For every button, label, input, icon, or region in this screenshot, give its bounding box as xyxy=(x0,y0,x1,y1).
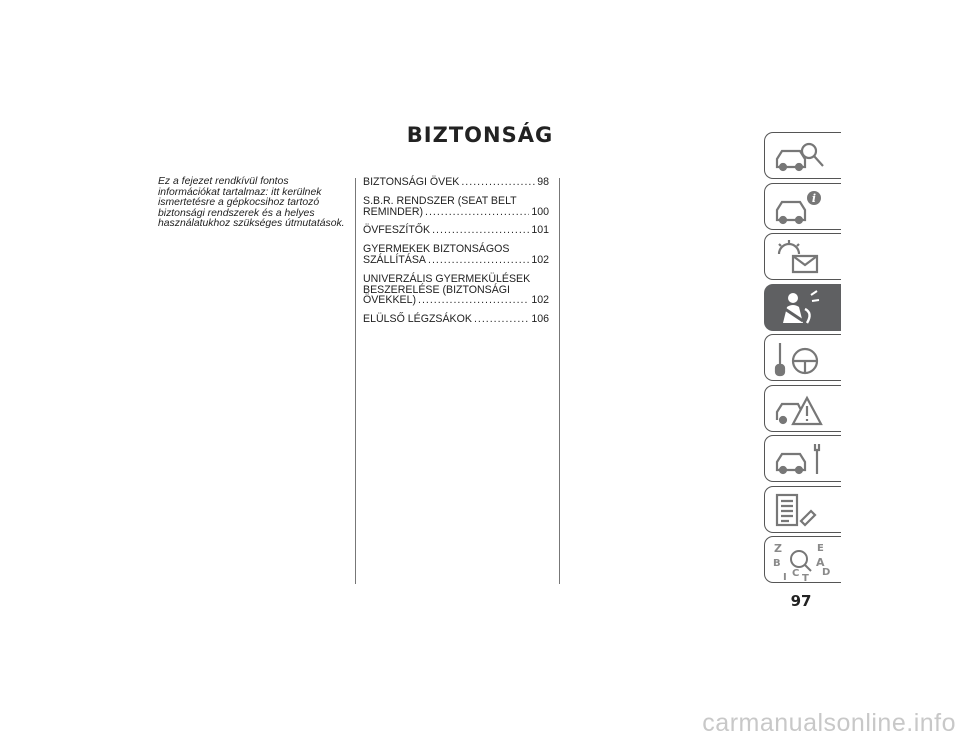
safety-airbag-icon xyxy=(771,289,841,329)
toc-item-label-line: UNIVERZÁLIS GYERMEKÜLÉSEK xyxy=(363,272,531,285)
toc-item-label: BIZTONSÁGI ÖVEK xyxy=(363,176,460,188)
toc-item-pretensioners[interactable] xyxy=(363,225,549,236)
warning-light-message-icon xyxy=(771,238,841,278)
toc-item-label-line: BESZERELÉSE (BIZTONSÁGI xyxy=(363,283,510,296)
index-letter-a: A xyxy=(816,556,825,569)
chapter-intro-text: Ez a fejezet rendkívül fontos információkat tartalmaz: itt kerülnek ismertetésre a gépkocsihoz tartozó biztonsági rendszerek és a helyes használatukhoz szükséges útmutatások. xyxy=(158,176,345,230)
index-alphabet-icon xyxy=(771,541,841,581)
tab-servicing-care[interactable] xyxy=(764,435,841,482)
tab-warning-lights-messages[interactable] xyxy=(764,233,841,280)
page-title: BIZTONSÁG xyxy=(406,123,554,147)
watermark-text: carmanualsonline.info xyxy=(702,709,956,737)
index-letter-t: T xyxy=(802,573,809,581)
tab-index[interactable] xyxy=(764,536,841,583)
toc-item-page: 101 xyxy=(531,224,549,237)
toc-item-label-line: GYERMEKEK BIZTONSÁGOS xyxy=(363,243,510,256)
column-divider-right xyxy=(559,178,560,584)
chapter-tabs xyxy=(764,132,841,587)
toc-item-label: ÖVFESZÍTŐK xyxy=(363,224,431,237)
car-magnifier-icon xyxy=(771,137,841,177)
index-letter-e: E xyxy=(817,543,824,554)
toc-item-universal-child-seats[interactable] xyxy=(363,274,549,306)
tab-safety[interactable] xyxy=(764,284,841,331)
toc-item-page: 102 xyxy=(531,294,549,307)
tab-knowing-your-car[interactable] xyxy=(764,132,841,179)
toc-item-page: 102 xyxy=(531,253,549,266)
car-wrench-icon xyxy=(771,440,841,480)
index-letter-z: Z xyxy=(774,542,782,555)
toc-item-page: 100 xyxy=(531,205,549,218)
toc-item-front-airbags[interactable] xyxy=(363,314,549,325)
tab-starting-driving[interactable] xyxy=(764,334,841,381)
steering-gear-icon xyxy=(771,339,841,379)
tab-technical-data[interactable] xyxy=(764,486,841,533)
toc-item-child-transport[interactable] xyxy=(363,244,549,266)
column-divider-left xyxy=(355,178,356,584)
toc-item-page: 106 xyxy=(531,313,549,326)
toc-item-sbr-system[interactable] xyxy=(363,196,549,218)
tab-emergency[interactable] xyxy=(764,385,841,432)
toc-item-label-line: S.B.R. RENDSZER (SEAT BELT xyxy=(363,194,517,207)
car-warning-triangle-icon xyxy=(771,390,841,430)
toc-item-page: 98 xyxy=(537,176,549,188)
index-letter-c: C xyxy=(792,568,800,579)
tab-warning-indicators[interactable] xyxy=(764,183,841,230)
toc-item-label: ELÜLSŐ LÉGZSÁKOK xyxy=(363,313,472,326)
toc-item-label: REMINDER) xyxy=(363,205,424,218)
index-letter-b: B xyxy=(773,558,781,569)
toc-item-label: ÖVEKKEL) xyxy=(363,294,416,307)
index-letter-i: I xyxy=(783,572,787,581)
svg-text:i: i xyxy=(811,191,817,205)
index-letter-d: D xyxy=(822,567,831,578)
toc-item-seat-belts[interactable] xyxy=(363,177,549,188)
table-of-contents xyxy=(363,177,549,333)
toc-item-label: SZÁLLÍTÁSA xyxy=(363,253,426,266)
page-number: 97 xyxy=(790,592,812,610)
technical-data-list-icon xyxy=(771,491,841,531)
car-info-icon xyxy=(771,188,841,228)
